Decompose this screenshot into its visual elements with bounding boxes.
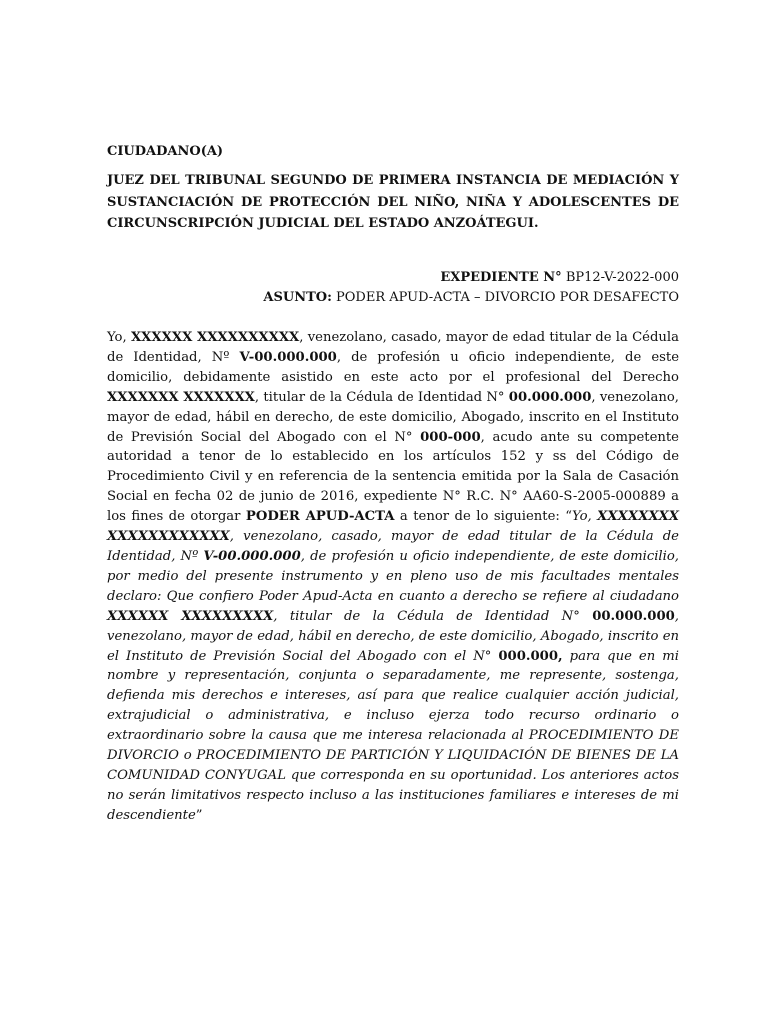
quote-text: para que en mi nombre y representación, conjunta o separadamente, me represente, sostenga, defienda mis derechos e intereses, así para que realice cualquier acción judicial, extrajudicial o administrativa, e incluso ejerza todo recurso ordinario o extraordinario sobre la causa que me interesa relacionada al PROCEDIMIENTO DE DIVORCIO o PROCEDIMIENTO DE PARTICIÓN Y LIQUIDACIÓN DE BIENES DE LA COMUNIDAD CONYUGAL que corresponda en su oportunidad. Los anteriores actos no serán limitativos respecto incluso a las instituciones familiares e intereses de mi descendiente bbox=[107, 648, 679, 823]
expediente-line bbox=[440, 270, 679, 285]
quote-grantor-id: V-00.000.000 bbox=[203, 548, 301, 564]
quote-text: , venezolano, mayor de edad, hábil en derecho, de este domicilio, Abogado, inscrito en el Instituto de Previsión Social del Abogado con el N° bbox=[107, 608, 679, 664]
asunto-value: PODER APUD-ACTA – DIVORCIO POR DESAFECTO bbox=[336, 290, 679, 305]
grantor-id: V-00.000.000 bbox=[239, 349, 337, 365]
body-text: , acudo ante su competente autoridad a tenor de lo establecido en los artículos 152 y ss del Código de Procedimiento Civil y en referencia de la sentencia emitida por la Sala de Casación Social en fecha 02 de junio de 2016, expediente N° R.C. N° AA60-S-2005-000889 a los fines de otorgar bbox=[107, 429, 679, 525]
body-paragraph bbox=[107, 328, 679, 826]
body-text: a tenor de lo siguiente: “ bbox=[394, 509, 573, 525]
body-text: , venezolano, casado, mayor de edad titular de la Cédula de Identidad, Nº bbox=[107, 330, 679, 365]
body-text: , de profesión u oficio independiente, de este domicilio, debidamente asistido en este acto por el profesional del Derecho bbox=[107, 349, 680, 385]
lawyer-ipsa: 000-000 bbox=[420, 429, 481, 445]
addressee-label: CIUDADANO(A) bbox=[107, 144, 224, 159]
body-text: Yo, bbox=[107, 330, 131, 345]
body-text: , titular de la Cédula de Identidad N° bbox=[254, 389, 509, 405]
grantor-name: XXXXXX XXXXXXXXXX bbox=[130, 330, 300, 345]
quote-lawyer-ipsa: 000.000, bbox=[498, 648, 563, 664]
asunto-label: ASUNTO: bbox=[263, 290, 332, 305]
poder-apud-acta: PODER APUD-ACTA bbox=[245, 509, 395, 525]
quote-text: Yo, bbox=[572, 509, 598, 525]
quote-text: , venezolano, casado, mayor de edad titular de la Cédula de Identidad, Nº bbox=[107, 529, 679, 564]
lawyer-name: XXXXXXX XXXXXXX bbox=[107, 389, 255, 405]
expediente-label: EXPEDIENTE N° bbox=[440, 270, 562, 285]
closing-quote: ” bbox=[195, 807, 203, 823]
addressee-court: JUEZ DEL TRIBUNAL SEGUNDO DE PRIMERA INSTANCIA DE MEDIACIÓN Y SUSTANCIACIÓN DE PROTECCIÓN DEL NIÑO, NIÑA Y ADOLESCENTES DE CIRCUNSCRIPCIÓN JUDICIAL DEL ESTADO ANZOÁTEGUI. bbox=[107, 173, 679, 231]
body-text: , venezolano, mayor de edad, hábil en derecho, de este domicilio, Abogado, inscrito en el Instituto de Previsión Social del Abogado con el N° bbox=[107, 389, 679, 445]
quote-lawyer-id: 00.000.000 bbox=[592, 608, 675, 624]
asunto-line bbox=[263, 290, 679, 305]
lawyer-id: 00.000.000 bbox=[508, 389, 592, 405]
quote-lawyer-name: XXXXXX XXXXXXXXX bbox=[107, 608, 274, 624]
quote-text: , de profesión u oficio independiente, de este domicilio, por medio del presente instrumento y en pleno uso de mis facultades mentales declaro: Que confiero Poder Apud-Acta en cuanto a derecho se refiere al ciudadano bbox=[107, 548, 679, 604]
expediente-value: BP12-V-2022-000 bbox=[565, 270, 679, 285]
quote-grantor-name: XXXXXXXX XXXXXXXXXXXX bbox=[107, 509, 680, 545]
quote-text: , titular de la Cédula de Identidad N° bbox=[273, 608, 593, 624]
